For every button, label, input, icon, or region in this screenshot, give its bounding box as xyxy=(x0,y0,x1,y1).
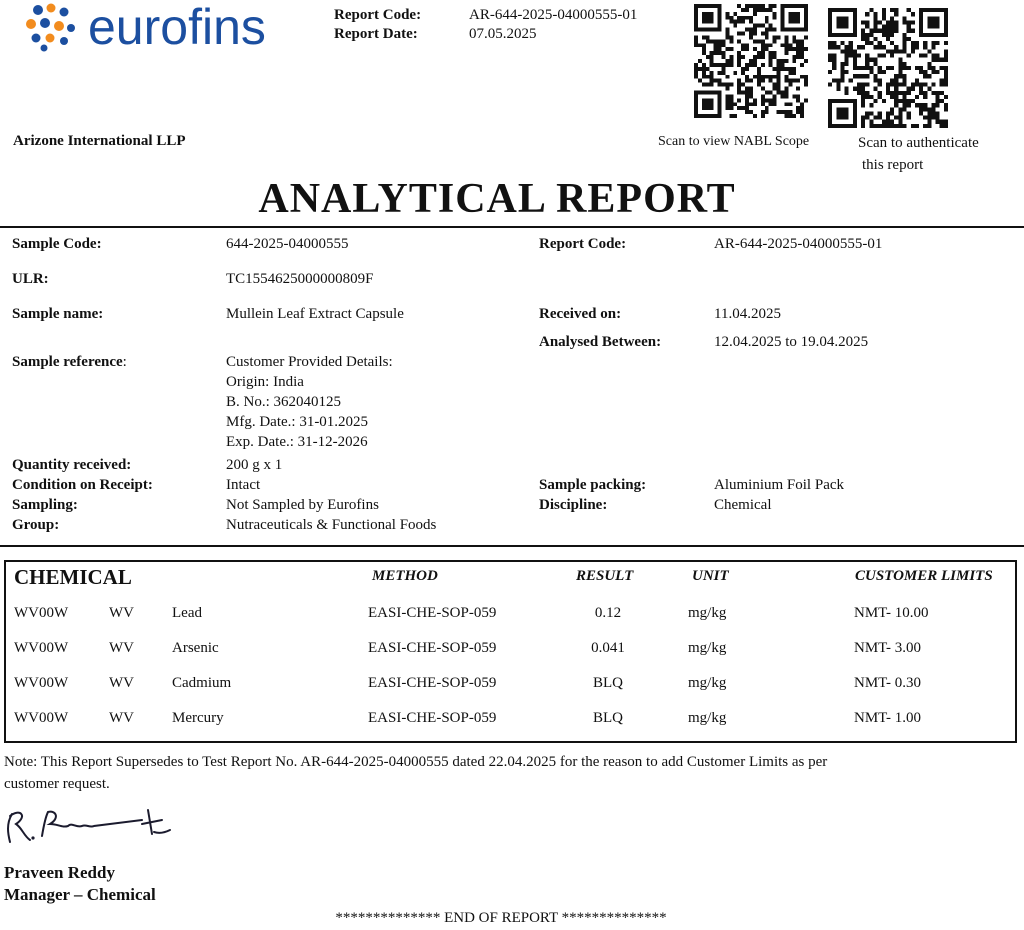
row-unit: mg/kg xyxy=(688,675,727,691)
top-divider xyxy=(0,226,1024,228)
discipline-label: Discipline: xyxy=(539,497,608,513)
eurofins-logo xyxy=(24,0,274,55)
row-type: WV xyxy=(109,640,134,656)
analysed-between-label: Analysed Between: xyxy=(539,334,662,350)
row-unit: mg/kg xyxy=(688,710,727,726)
group-value: Nutraceuticals & Functional Foods xyxy=(226,517,437,533)
row-method: EASI-CHE-SOP-059 xyxy=(368,605,497,621)
row-code: WV00W xyxy=(14,640,69,656)
sample-reference-line: B. No.: 362040125 xyxy=(226,394,342,410)
quantity-received-value: 200 g x 1 xyxy=(226,457,283,473)
qr-code-authenticate-icon[interactable] xyxy=(828,8,948,128)
sample-reference-line: Origin: India xyxy=(226,374,304,390)
row-limit: NMT- 1.00 xyxy=(854,710,921,726)
sample-name-label: Sample name: xyxy=(12,306,104,322)
sampling-value: Not Sampled by Eurofins xyxy=(226,497,379,513)
row-method: EASI-CHE-SOP-059 xyxy=(368,640,497,656)
note-line-1: Note: This Report Supersedes to Test Report No. AR-644-2025-04000555 dated 22.04.2025 for the reason to add Customer Limits as per xyxy=(4,754,828,770)
row-method: EASI-CHE-SOP-059 xyxy=(368,675,497,691)
condition-value: Intact xyxy=(226,477,261,493)
qr-code-nabl-scope-icon[interactable] xyxy=(694,4,808,118)
sample-packing-label: Sample packing: xyxy=(539,477,647,493)
row-parameter: Lead xyxy=(172,605,202,621)
details-report-code-label: Report Code: xyxy=(539,236,627,252)
row-result: BLQ xyxy=(593,710,623,726)
report-date-value: 07.05.2025 xyxy=(469,26,537,42)
method-header: METHOD xyxy=(372,568,438,584)
table-row xyxy=(6,640,1015,660)
row-type: WV xyxy=(109,710,134,726)
sampling-label: Sampling: xyxy=(12,497,78,513)
sample-reference-details xyxy=(226,352,393,452)
end-of-report: ************** END OF REPORT ************** xyxy=(335,910,667,926)
logo-wordmark: eurofins xyxy=(88,0,266,55)
section-heading: CHEMICAL xyxy=(14,565,132,589)
signatory-title: Manager – Chemical xyxy=(4,885,156,904)
row-result: 0.12 xyxy=(594,605,622,621)
details-report-code-value: AR-644-2025-04000555-01 xyxy=(714,236,883,252)
sample-reference-line: Exp. Date.: 31-12-2026 xyxy=(226,434,368,450)
ulr-label: ULR: xyxy=(12,271,49,287)
row-type: WV xyxy=(109,605,134,621)
signatory-name: Praveen Reddy xyxy=(4,863,115,882)
note-line-2: customer request. xyxy=(4,776,110,792)
sample-code-label: Sample Code: xyxy=(12,236,102,252)
received-on-label: Received on: xyxy=(539,306,622,322)
company-name: Arizone International LLP xyxy=(13,133,186,149)
customer-limits-header: CUSTOMER LIMITS xyxy=(855,568,993,584)
row-code: WV00W xyxy=(14,675,69,691)
sample-reference-label-wrap xyxy=(12,352,127,372)
results-table xyxy=(4,560,1017,743)
condition-label: Condition on Receipt: xyxy=(12,477,153,493)
table-row xyxy=(6,605,1015,625)
row-parameter: Cadmium xyxy=(172,675,232,691)
report-date-label: Report Date: xyxy=(334,26,418,42)
row-limit: NMT- 0.30 xyxy=(854,675,921,691)
ulr-value: TC1554625000000809F xyxy=(226,271,374,287)
table-row xyxy=(6,675,1015,695)
qr2-caption-line2: this report xyxy=(862,157,924,173)
quantity-received-label: Quantity received: xyxy=(12,457,132,473)
discipline-value: Chemical xyxy=(714,497,772,513)
row-limit: NMT- 10.00 xyxy=(854,605,929,621)
report-code-value: AR-644-2025-04000555-01 xyxy=(469,7,638,23)
row-method: EASI-CHE-SOP-059 xyxy=(368,710,497,726)
result-header: RESULT xyxy=(576,568,634,584)
bottom-divider xyxy=(0,545,1024,547)
row-code: WV00W xyxy=(14,710,69,726)
page-title: ANALYTICAL REPORT xyxy=(258,176,736,222)
row-result: 0.041 xyxy=(591,640,625,656)
report-code-label: Report Code: xyxy=(334,7,422,23)
sample-reference-line: Customer Provided Details: xyxy=(226,354,393,370)
row-parameter: Mercury xyxy=(172,710,224,726)
signature-icon xyxy=(2,802,177,857)
row-code: WV00W xyxy=(14,605,69,621)
row-limit: NMT- 3.00 xyxy=(854,640,921,656)
sample-packing-value: Aluminium Foil Pack xyxy=(714,477,845,493)
sample-reference-colon: : xyxy=(122,354,127,370)
qr2-caption-line1: Scan to authenticate xyxy=(858,135,979,151)
row-unit: mg/kg xyxy=(688,605,727,621)
sample-name-value: Mullein Leaf Extract Capsule xyxy=(226,306,404,322)
unit-header: UNIT xyxy=(692,568,729,584)
eurofins-dots-logo-icon xyxy=(24,2,78,52)
row-parameter: Arsenic xyxy=(172,640,219,656)
sample-code-value: 644-2025-04000555 xyxy=(226,236,349,252)
row-unit: mg/kg xyxy=(688,640,727,656)
table-row xyxy=(6,710,1015,730)
qr1-caption: Scan to view NABL Scope xyxy=(658,134,810,149)
received-on-value: 11.04.2025 xyxy=(714,306,781,322)
analysed-between-value: 12.04.2025 to 19.04.2025 xyxy=(714,334,869,350)
group-label: Group: xyxy=(12,517,60,533)
row-result: BLQ xyxy=(593,675,623,691)
sample-reference-label: Sample reference xyxy=(12,354,123,370)
sample-reference-line: Mfg. Date.: 31-01.2025 xyxy=(226,414,369,430)
row-type: WV xyxy=(109,675,134,691)
